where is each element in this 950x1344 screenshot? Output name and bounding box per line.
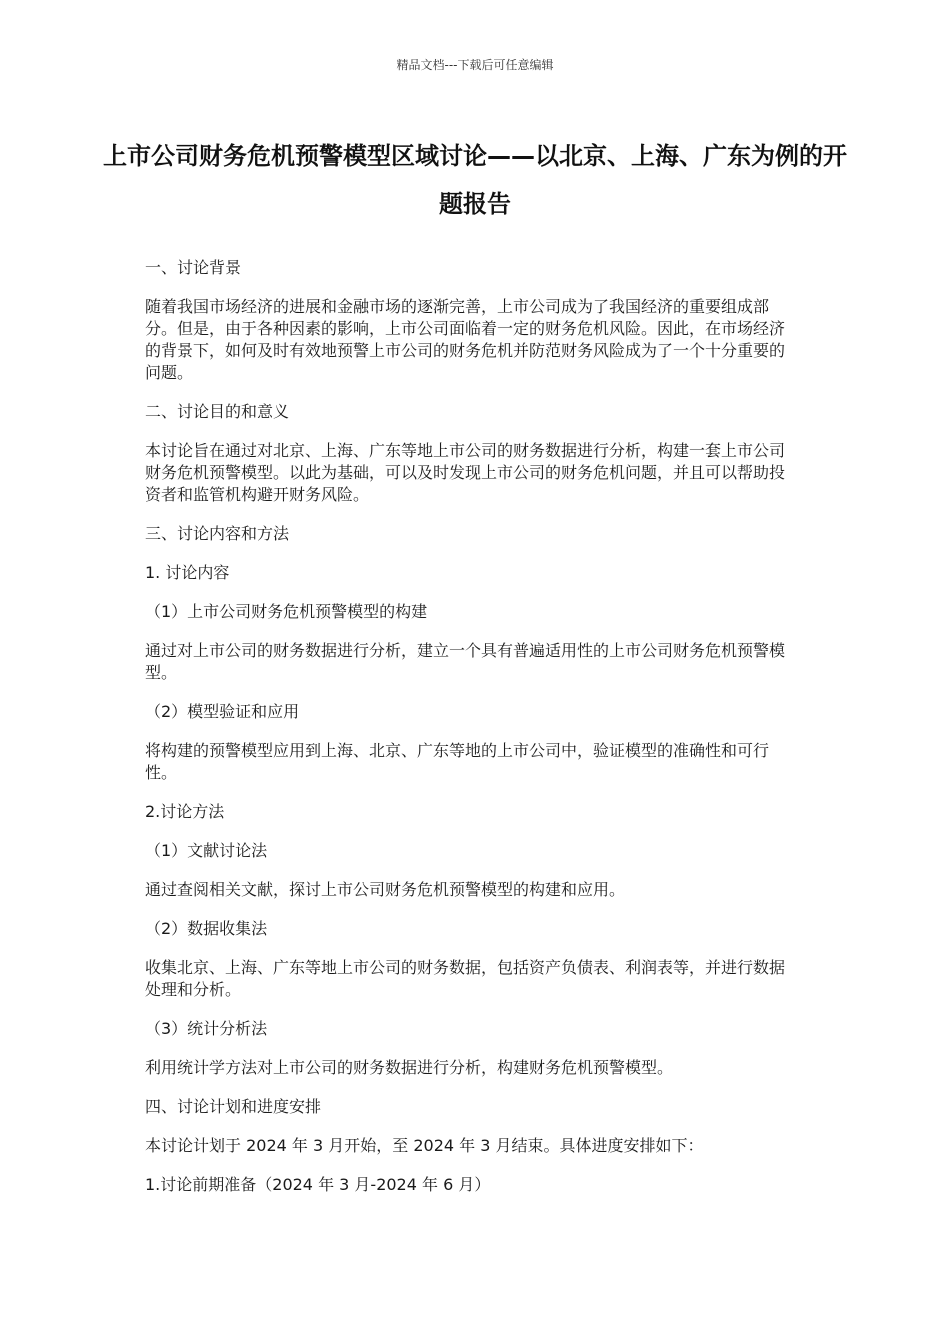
paragraph-purpose: 本讨论旨在通过对北京、上海、广东等地上市公司的财务数据进行分析，构建一套上市公司财务危机预警模型。以此为基础，可以及时发现上市公司的财务危机问题，并且可以帮助投资者和监管机构避开财务风险。	[145, 441, 786, 504]
section-heading-schedule: 四、讨论计划和进度安排	[145, 1097, 322, 1116]
paragraph-model-validation: 将构建的预警模型应用到上海、北京、广东等地的上市公司中，验证模型的准确性和可行性。	[145, 741, 770, 782]
item-heading-statistics: （3）统计分析法	[145, 1019, 268, 1038]
item-heading-data-collection: （2）数据收集法	[145, 919, 268, 938]
section-heading-content-method: 三、讨论内容和方法	[145, 524, 290, 543]
item-heading-model-validation: （2）模型验证和应用	[145, 702, 300, 721]
item-heading-literature: （1）文献讨论法	[145, 841, 268, 860]
schedule-item-preparation: 1.讨论前期准备（2024 年 3 月-2024 年 6 月）	[145, 1175, 491, 1194]
item-heading-model-building: （1）上市公司财务危机预警模型的构建	[145, 602, 428, 621]
paragraph-data-collection: 收集北京、上海、广东等地上市公司的财务数据，包括资产负债表、利润表等，并进行数据处理和分析。	[145, 958, 786, 999]
paragraph-model-building: 通过对上市公司的财务数据进行分析，建立一个具有普遍适用性的上市公司财务危机预警模型。	[145, 641, 786, 682]
section-heading-purpose: 二、讨论目的和意义	[145, 402, 290, 421]
subheading-method: 2.讨论方法	[145, 802, 225, 821]
subheading-content: 1. 讨论内容	[145, 563, 230, 582]
header-note: 精品文档---下载后可任意编辑	[396, 58, 554, 72]
document-title: 上市公司财务危机预警模型区域讨论——以北京、上海、广东为例的开题报告	[103, 142, 847, 218]
paragraph-schedule: 本讨论计划于 2024 年 3 月开始，至 2024 年 3 月结束。具体进度安排如下：	[145, 1136, 704, 1155]
paragraph-statistics: 利用统计学方法对上市公司的财务数据进行分析，构建财务危机预警模型。	[145, 1058, 674, 1077]
paragraph-background: 随着我国市场经济的进展和金融市场的逐渐完善，上市公司成为了我国经济的重要组成部分。但是，由于各种因素的影响，上市公司面临着一定的财务危机风险。因此，在市场经济的背景下，如何及时有效地预警上市公司的财务危机并防范财务风险成为了一个十分重要的问题。	[145, 297, 786, 382]
paragraph-literature: 通过查阅相关文献，探讨上市公司财务危机预警模型的构建和应用。	[145, 880, 626, 899]
section-heading-background: 一、讨论背景	[145, 258, 242, 277]
document-body	[145, 257, 797, 1213]
